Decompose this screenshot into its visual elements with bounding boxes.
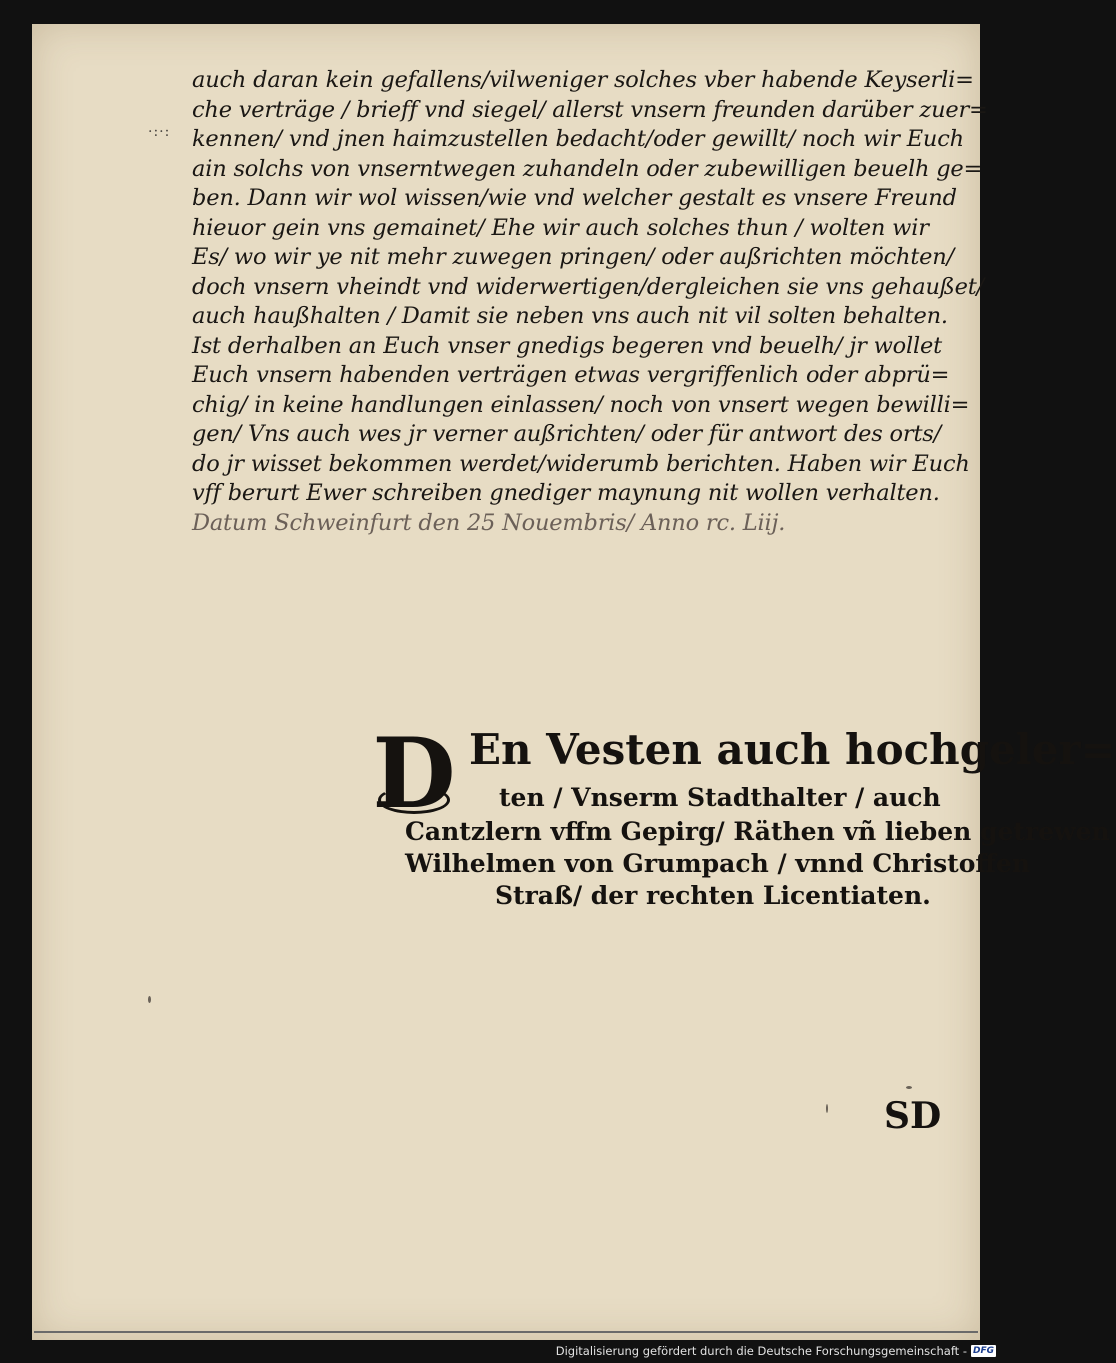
address-line: Straß/ der rechten Licentiaten. [495, 881, 931, 910]
body-line: gen/ Vns auch wes jr verner außrichten/ oder für antwort des orts/ [192, 421, 942, 447]
dfg-logo: DFG [972, 1346, 994, 1356]
body-line: kennen/ vnd jnen haimzustellen bedacht/oder gewillt/ noch wir Euch [192, 126, 964, 152]
address-line: Wilhelmen von Grumpach / vnnd Christoffen [405, 849, 1030, 878]
body-line: vff berurt Ewer schreiben gnediger maynung nit wollen verhalten. [192, 480, 940, 506]
body-line: ain solchs von vnserntwegen zuhandeln oder zubewilligen beuelh ge= [192, 155, 983, 182]
body-line: che verträge / brieff vnd siegel/ allerst vnsern freunden darüber zuer= [192, 96, 988, 123]
digitization-credit [556, 1342, 996, 1360]
date-line: Datum Schweinfurt den 25 Nouembris/ Anno rc. Liij. [192, 509, 786, 536]
body-line: ben. Dann wir wol wissen/wie vnd welcher gestalt es vnsere Freund [192, 185, 957, 211]
drop-cap-flourish [378, 786, 450, 814]
paper-speck [148, 996, 151, 1003]
address-line: ten / Vnserm Stadthalter / auch [499, 783, 941, 812]
body-line: Ist derhalben an Euch vnser gnedigs begeren vnd beuelh/ jr wollet [192, 332, 942, 359]
margin-mark: ·:·: [148, 124, 171, 140]
paper-speck [906, 1086, 912, 1089]
credit-text: Digitalisierung gefördert durch die Deutsche Forschungsgemeinschaft - [555, 1344, 967, 1358]
body-line: Es/ wo wir ye nit mehr zuwegen pringen/ oder außrichten möchten/ [192, 244, 954, 270]
letter-body [192, 66, 988, 538]
body-line: doch vnsern vheindt vnd widerwertigen/dergleichen sie vns gehaußet/ [192, 273, 984, 300]
catchword: SD [884, 1095, 942, 1137]
body-line: auch daran kein gefallens/vilweniger solches vber habende Keyserli= [192, 67, 974, 93]
paper-speck [826, 1104, 828, 1113]
address-line: En Vesten auch hochgeler= [469, 725, 1116, 774]
body-line: Euch vnsern habenden verträgen etwas vergriffenlich oder abprü= [192, 362, 950, 388]
drop-cap-initial: D [372, 717, 456, 830]
body-line: auch haußhalten / Damit sie neben vns auch nit vil solten behalten. [192, 303, 948, 329]
page-bottom-edge [34, 1331, 978, 1333]
body-line: do jr wisset bekommen werdet/widerumb berichten. Haben wir Euch [192, 450, 970, 477]
address-line: Cantzlern vffm Gepirg/ Räthen vñ lieben getrewen [405, 817, 1110, 846]
body-line: hieuor gein vns gemainet/ Ehe wir auch solches thun / wolten wir [192, 214, 929, 241]
body-line: chig/ in keine handlungen einlassen/ noch von vnsert wegen bewilli= [192, 391, 970, 418]
